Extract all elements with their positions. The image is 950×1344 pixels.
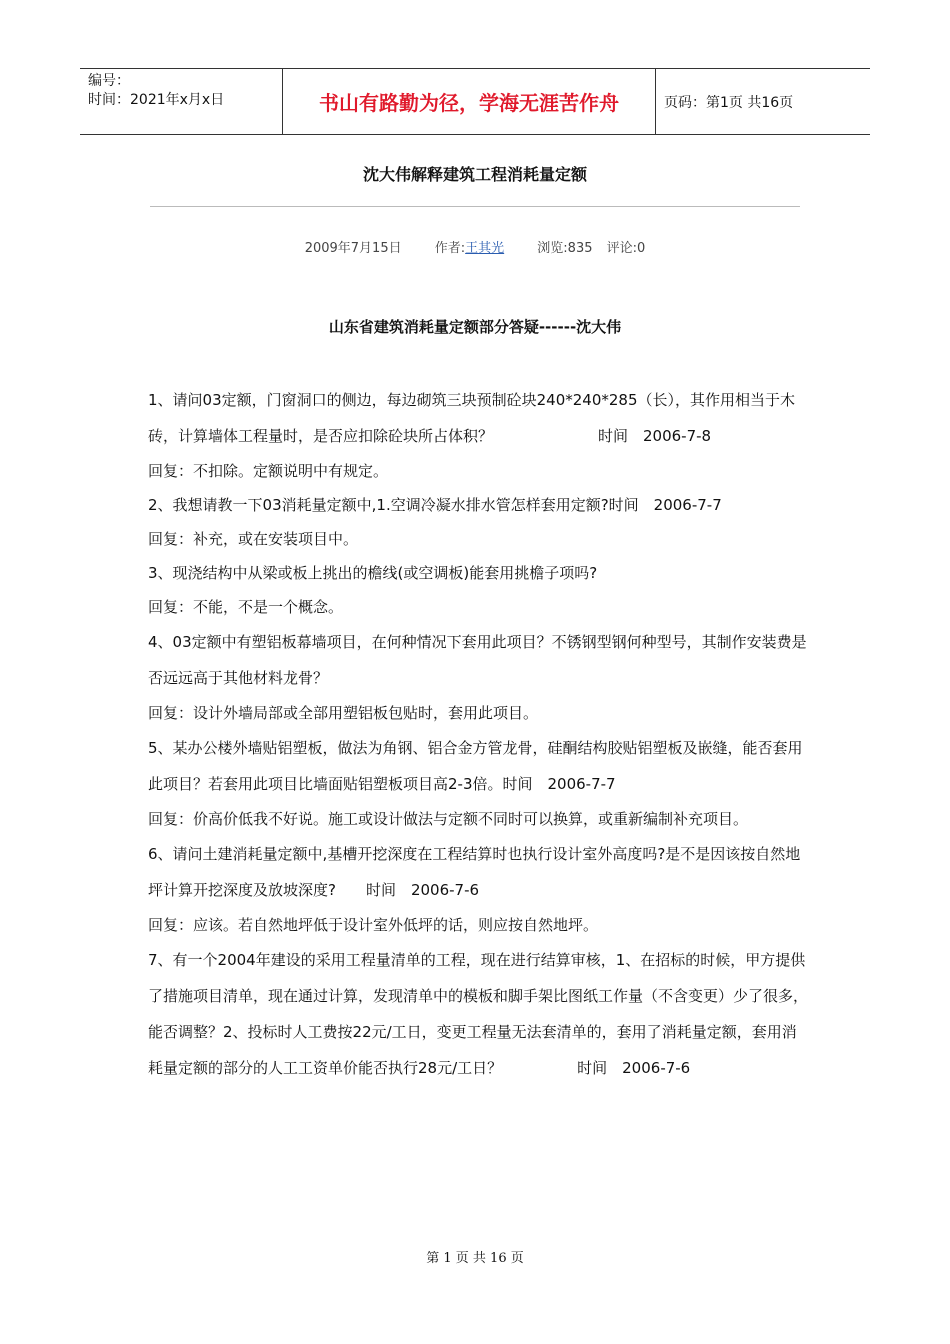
document-header xyxy=(80,68,870,135)
author-link[interactable]: 王其光 xyxy=(465,241,505,256)
reply-2: 回复：补充，或在安装项目中。 xyxy=(148,530,359,548)
header-page-label: 页码：第1页 共16页 xyxy=(664,94,794,111)
author-label: 作者: xyxy=(434,241,466,256)
page-footer: 第 1 页 共 16 页 xyxy=(426,1251,524,1266)
question-7: 7、有一个2004年建设的采用工程量清单的工程，现在进行结算审核，1、在招标的时候，甲方提供了措施项目清单，现在通过计算，发现清单中的模板和脚手架比图纸工作量（不含变更）少了很多，能否调整？2、投标时人工费按22元/工日，变更工程量无法套清单的，套用了消耗量定额，套用消耗量定额的部分的人工工资单价能否执行28元/工日？ 时间 2006-7-6 xyxy=(148,951,809,1077)
reply-1: 回复：不扣除。定额说明中有规定。 xyxy=(148,462,389,480)
header-motto: 书山有路勤为径，学海无涯苦作舟 xyxy=(282,69,656,134)
meta-date: 2009年7月15日 xyxy=(304,241,402,256)
question-2: 2、我想请教一下03消耗量定额中,1.空调冷凝水排水管怎样套用定额?时间 2006-7-7 xyxy=(148,496,722,514)
question-1: 1、请问03定额，门窗洞口的侧边，每边砌筑三块预制砼块240*240*285（长），其作用相当于木砖，计算墙体工程量时，是否应扣除砼块所占体积？ 时间 2006-7-8 xyxy=(148,391,796,445)
reply-4: 回复：设计外墙局部或全部用塑铝板包贴时，套用此项目。 xyxy=(148,704,539,722)
meta-comments: 评论:0 xyxy=(606,241,646,256)
article-meta xyxy=(0,237,950,256)
reply-6: 回复：应该。若自然地坪低于设计室外低坪的话，则应按自然地坪。 xyxy=(148,916,599,934)
question-6: 6、请问土建消耗量定额中,基槽开挖深度在工程结算时也执行设计室外高度吗?是不是因该按自然地坪计算开挖深度及放坡深度? 时间 2006-7-6 xyxy=(148,845,801,899)
article-subtitle: 山东省建筑消耗量定额部分答疑------沈大伟 xyxy=(328,318,622,336)
title-divider xyxy=(150,206,800,207)
header-info xyxy=(80,69,282,134)
reply-5: 回复：价高价低我不好说。施工或设计做法与定额不同时可以换算，或重新编制补充项目。 xyxy=(148,810,749,828)
question-5: 5、某办公楼外墙贴铝塑板，做法为角钢、铝合金方管龙骨，硅酮结构胶贴铝塑板及嵌缝，能否套用此项目？若套用此项目比墙面贴铝塑板项目高2-3倍。时间 2006-7-7 xyxy=(148,739,803,793)
reply-3: 回复：不能，不是一个概念。 xyxy=(148,598,344,616)
meta-views: 浏览:835 xyxy=(537,241,593,256)
number-label: 编号： xyxy=(88,73,130,89)
date-label: 时间：2021年x月x日 xyxy=(88,92,225,108)
article-body xyxy=(148,382,808,1086)
question-3: 3、现浇结构中从梁或板上挑出的檐线(或空调板)能套用挑檐子项吗? xyxy=(148,564,598,582)
meta-author xyxy=(435,241,504,256)
article-title: 沈大伟解释建筑工程消耗量定额 xyxy=(362,165,587,184)
question-4: 4、03定额中有塑铝板幕墙项目，在何种情况下套用此项目？不锈钢型钢何种型号，其制作安装费是否远远高于其他材料龙骨？ xyxy=(148,633,807,687)
